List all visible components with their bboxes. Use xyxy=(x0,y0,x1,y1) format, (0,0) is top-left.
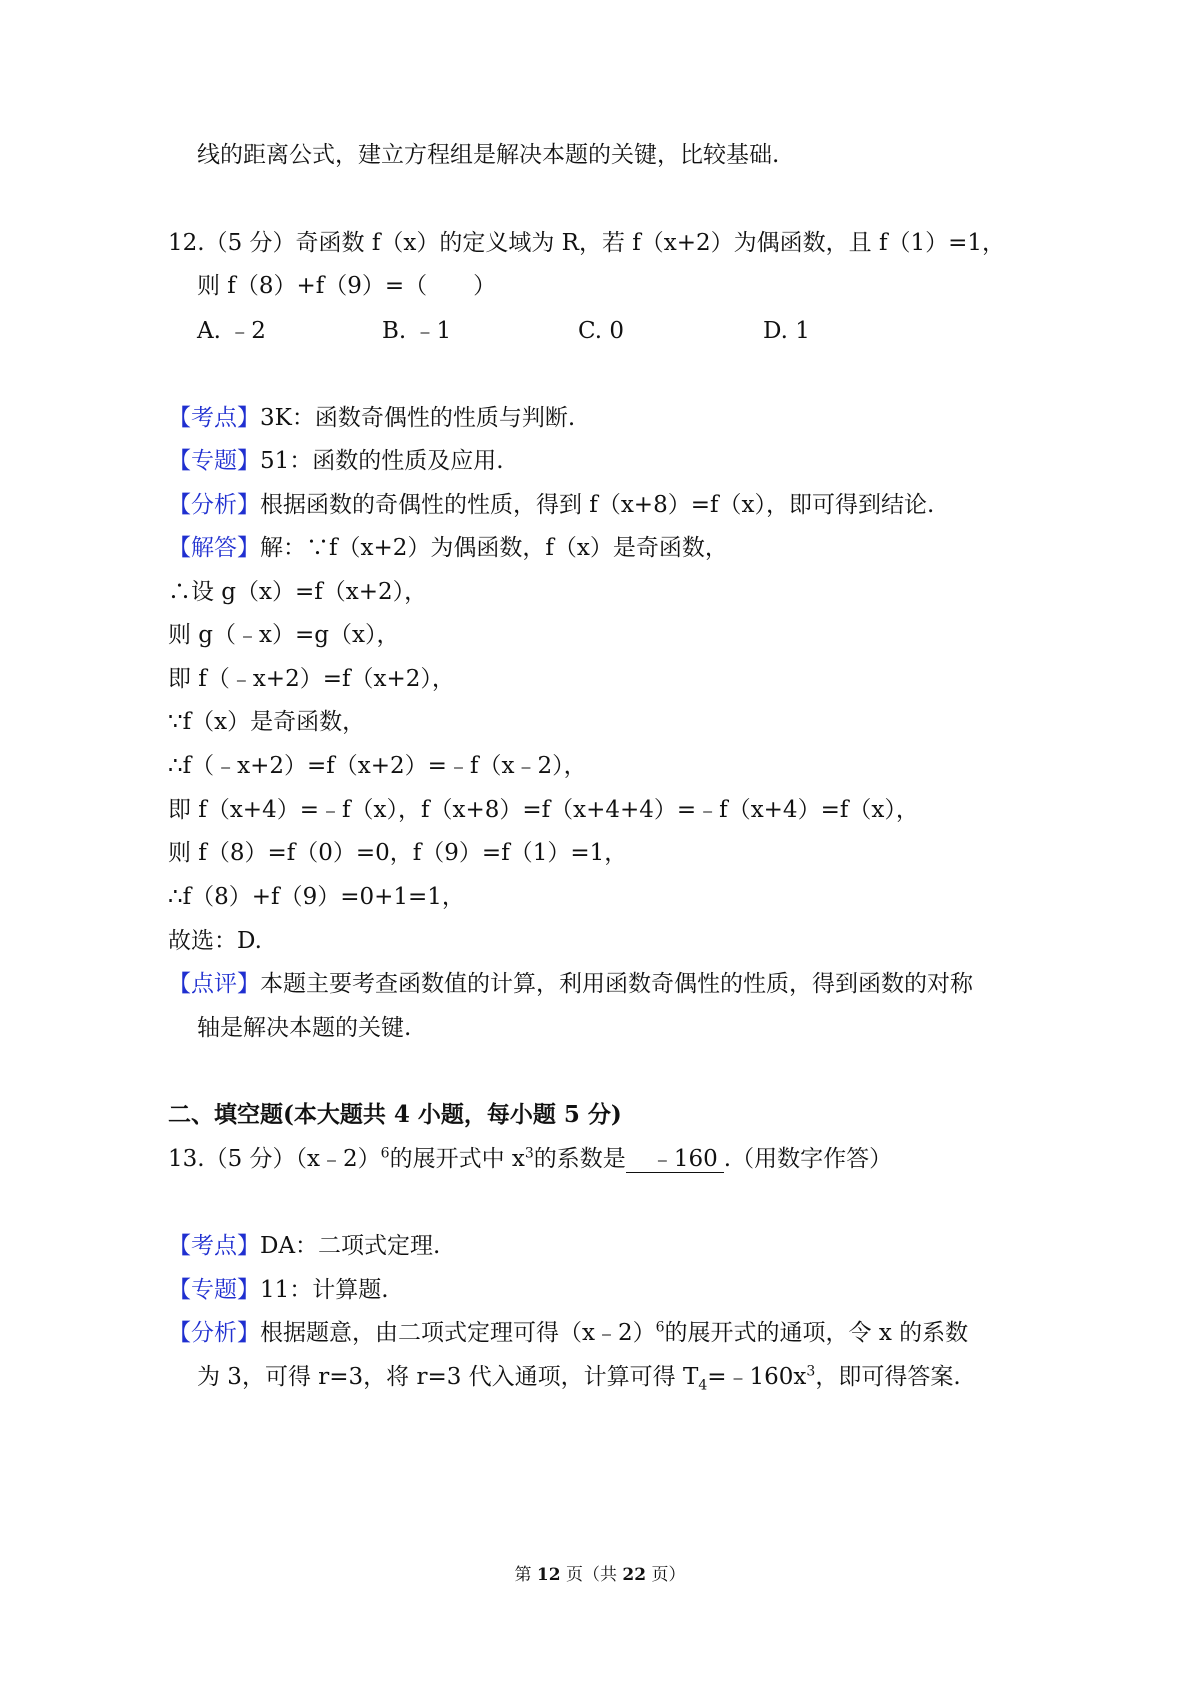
q12-option-a: A. ﹣2 xyxy=(197,318,266,344)
zhuanti-text: 11：计算题. xyxy=(260,1277,389,1303)
page-footer xyxy=(0,1563,1200,1587)
q12-stem-line2: 则 f（8）+f（9）=（ ） xyxy=(197,273,497,299)
footer-text: 第 xyxy=(514,1565,537,1585)
fenxi-text: 根据题意，由二项式定理可得（x﹣2） xyxy=(260,1320,656,1346)
q12-option-d: D. 1 xyxy=(763,318,810,344)
jieda-first-line: 解：∵f（x+2）为偶函数，f（x）是奇函数， xyxy=(260,535,728,561)
fenxi-tag: 【分析】 xyxy=(168,492,260,518)
dianping-tag: 【点评】 xyxy=(168,971,260,997)
q13-stem-part: .（用数字作答） xyxy=(723,1146,893,1172)
q12-jieda xyxy=(168,533,728,563)
solution-line: ∴f（8）+f（9）=0+1=1， xyxy=(168,884,465,910)
solution-line: 则 g（﹣x）=g（x）， xyxy=(168,622,400,648)
footer-text: 页） xyxy=(646,1565,686,1585)
fenxi-text: 的展开式的通项，令 x 的系数 xyxy=(664,1320,969,1346)
jieda-tag: 【解答】 xyxy=(168,535,260,561)
fenxi-tag: 【分析】 xyxy=(168,1320,260,1346)
q13-zhuanti xyxy=(168,1275,389,1305)
q12-kaodian xyxy=(168,403,575,433)
q13-stem-part: 的系数是 xyxy=(533,1146,626,1172)
kaodian-text: 3K：函数奇偶性的性质与判断. xyxy=(260,405,576,431)
solution-line: 即 f（﹣x+2）=f（x+2）， xyxy=(168,666,455,692)
footer-text: 页（共 xyxy=(560,1565,623,1585)
zhuanti-tag: 【专题】 xyxy=(168,448,260,474)
q13-stem-part: 的展开式中 x xyxy=(389,1146,525,1172)
footer-page-number: 12 xyxy=(536,1565,561,1585)
fenxi-text: =﹣160x xyxy=(707,1364,807,1390)
solution-line: ∴设 g（x）=f（x+2）， xyxy=(168,579,428,605)
section2-heading: 二、填空题(本大题共 4 小题，每小题 5 分) xyxy=(168,1101,622,1128)
solution-line: 即 f（x+4）=﹣f（x），f（x+8）=f（x+4+4）=﹣f（x+4）=f（x）， xyxy=(168,797,919,823)
q13-exponent: 6 xyxy=(380,1145,390,1162)
q13-fenxi-line2 xyxy=(197,1362,961,1392)
kaodian-tag: 【考点】 xyxy=(168,1233,260,1259)
solution-line: ∴f（﹣x+2）=f（x+2）=﹣f（x﹣2）， xyxy=(168,753,587,779)
solution-line: ∵f（x）是奇函数， xyxy=(168,709,366,735)
footer-total-pages: 22 xyxy=(622,1565,647,1585)
dianping-line2: 轴是解决本题的关键. xyxy=(197,1015,412,1041)
kaodian-tag: 【考点】 xyxy=(168,405,260,431)
q13-kaodian xyxy=(168,1231,440,1261)
fenxi-text: 根据函数的奇偶性的性质，得到 f（x+8）=f（x），即可得到结论. xyxy=(260,492,935,518)
kaodian-text: DA：二项式定理. xyxy=(260,1233,441,1259)
q12-dianping xyxy=(168,969,973,999)
q13-stem-part: 13.（5 分）（x﹣2） xyxy=(168,1146,381,1172)
fenxi-text: ，即可得答案. xyxy=(815,1364,961,1390)
zhuanti-tag: 【专题】 xyxy=(168,1277,260,1303)
prev-explanation-tail: 线的距离公式，建立方程组是解决本题的关键，比较基础. xyxy=(197,142,780,168)
fenxi-exponent: 3 xyxy=(806,1363,816,1380)
dianping-line1: 本题主要考查函数值的计算，利用函数奇偶性的性质，得到函数的对称 xyxy=(260,971,973,997)
q12-fenxi xyxy=(168,490,934,520)
solution-line: 故选：D. xyxy=(168,928,262,954)
zhuanti-text: 51：函数的性质及应用. xyxy=(260,448,504,474)
fenxi-text: 为 3，可得 r=3，将 r=3 代入通项，计算可得 T xyxy=(197,1364,699,1390)
q12-option-b: B. ﹣1 xyxy=(382,318,452,344)
fenxi-exponent: 6 xyxy=(655,1319,665,1336)
q13-stem xyxy=(168,1144,892,1174)
q12-option-c: C. 0 xyxy=(578,318,625,344)
fenxi-subscript: 4 xyxy=(698,1377,708,1394)
solution-line: 则 f（8）=f（0）=0，f（9）=f（1）=1， xyxy=(168,840,628,866)
q12-stem-line1: 12.（5 分）奇函数 f（x）的定义域为 R，若 f（x+2）为偶函数，且 f（1）=1， xyxy=(168,230,1006,256)
q13-exponent: 3 xyxy=(524,1145,534,1162)
q12-zhuanti xyxy=(168,446,504,476)
q13-fenxi xyxy=(168,1318,968,1348)
q13-answer-blank: ﹣160 xyxy=(626,1146,724,1173)
